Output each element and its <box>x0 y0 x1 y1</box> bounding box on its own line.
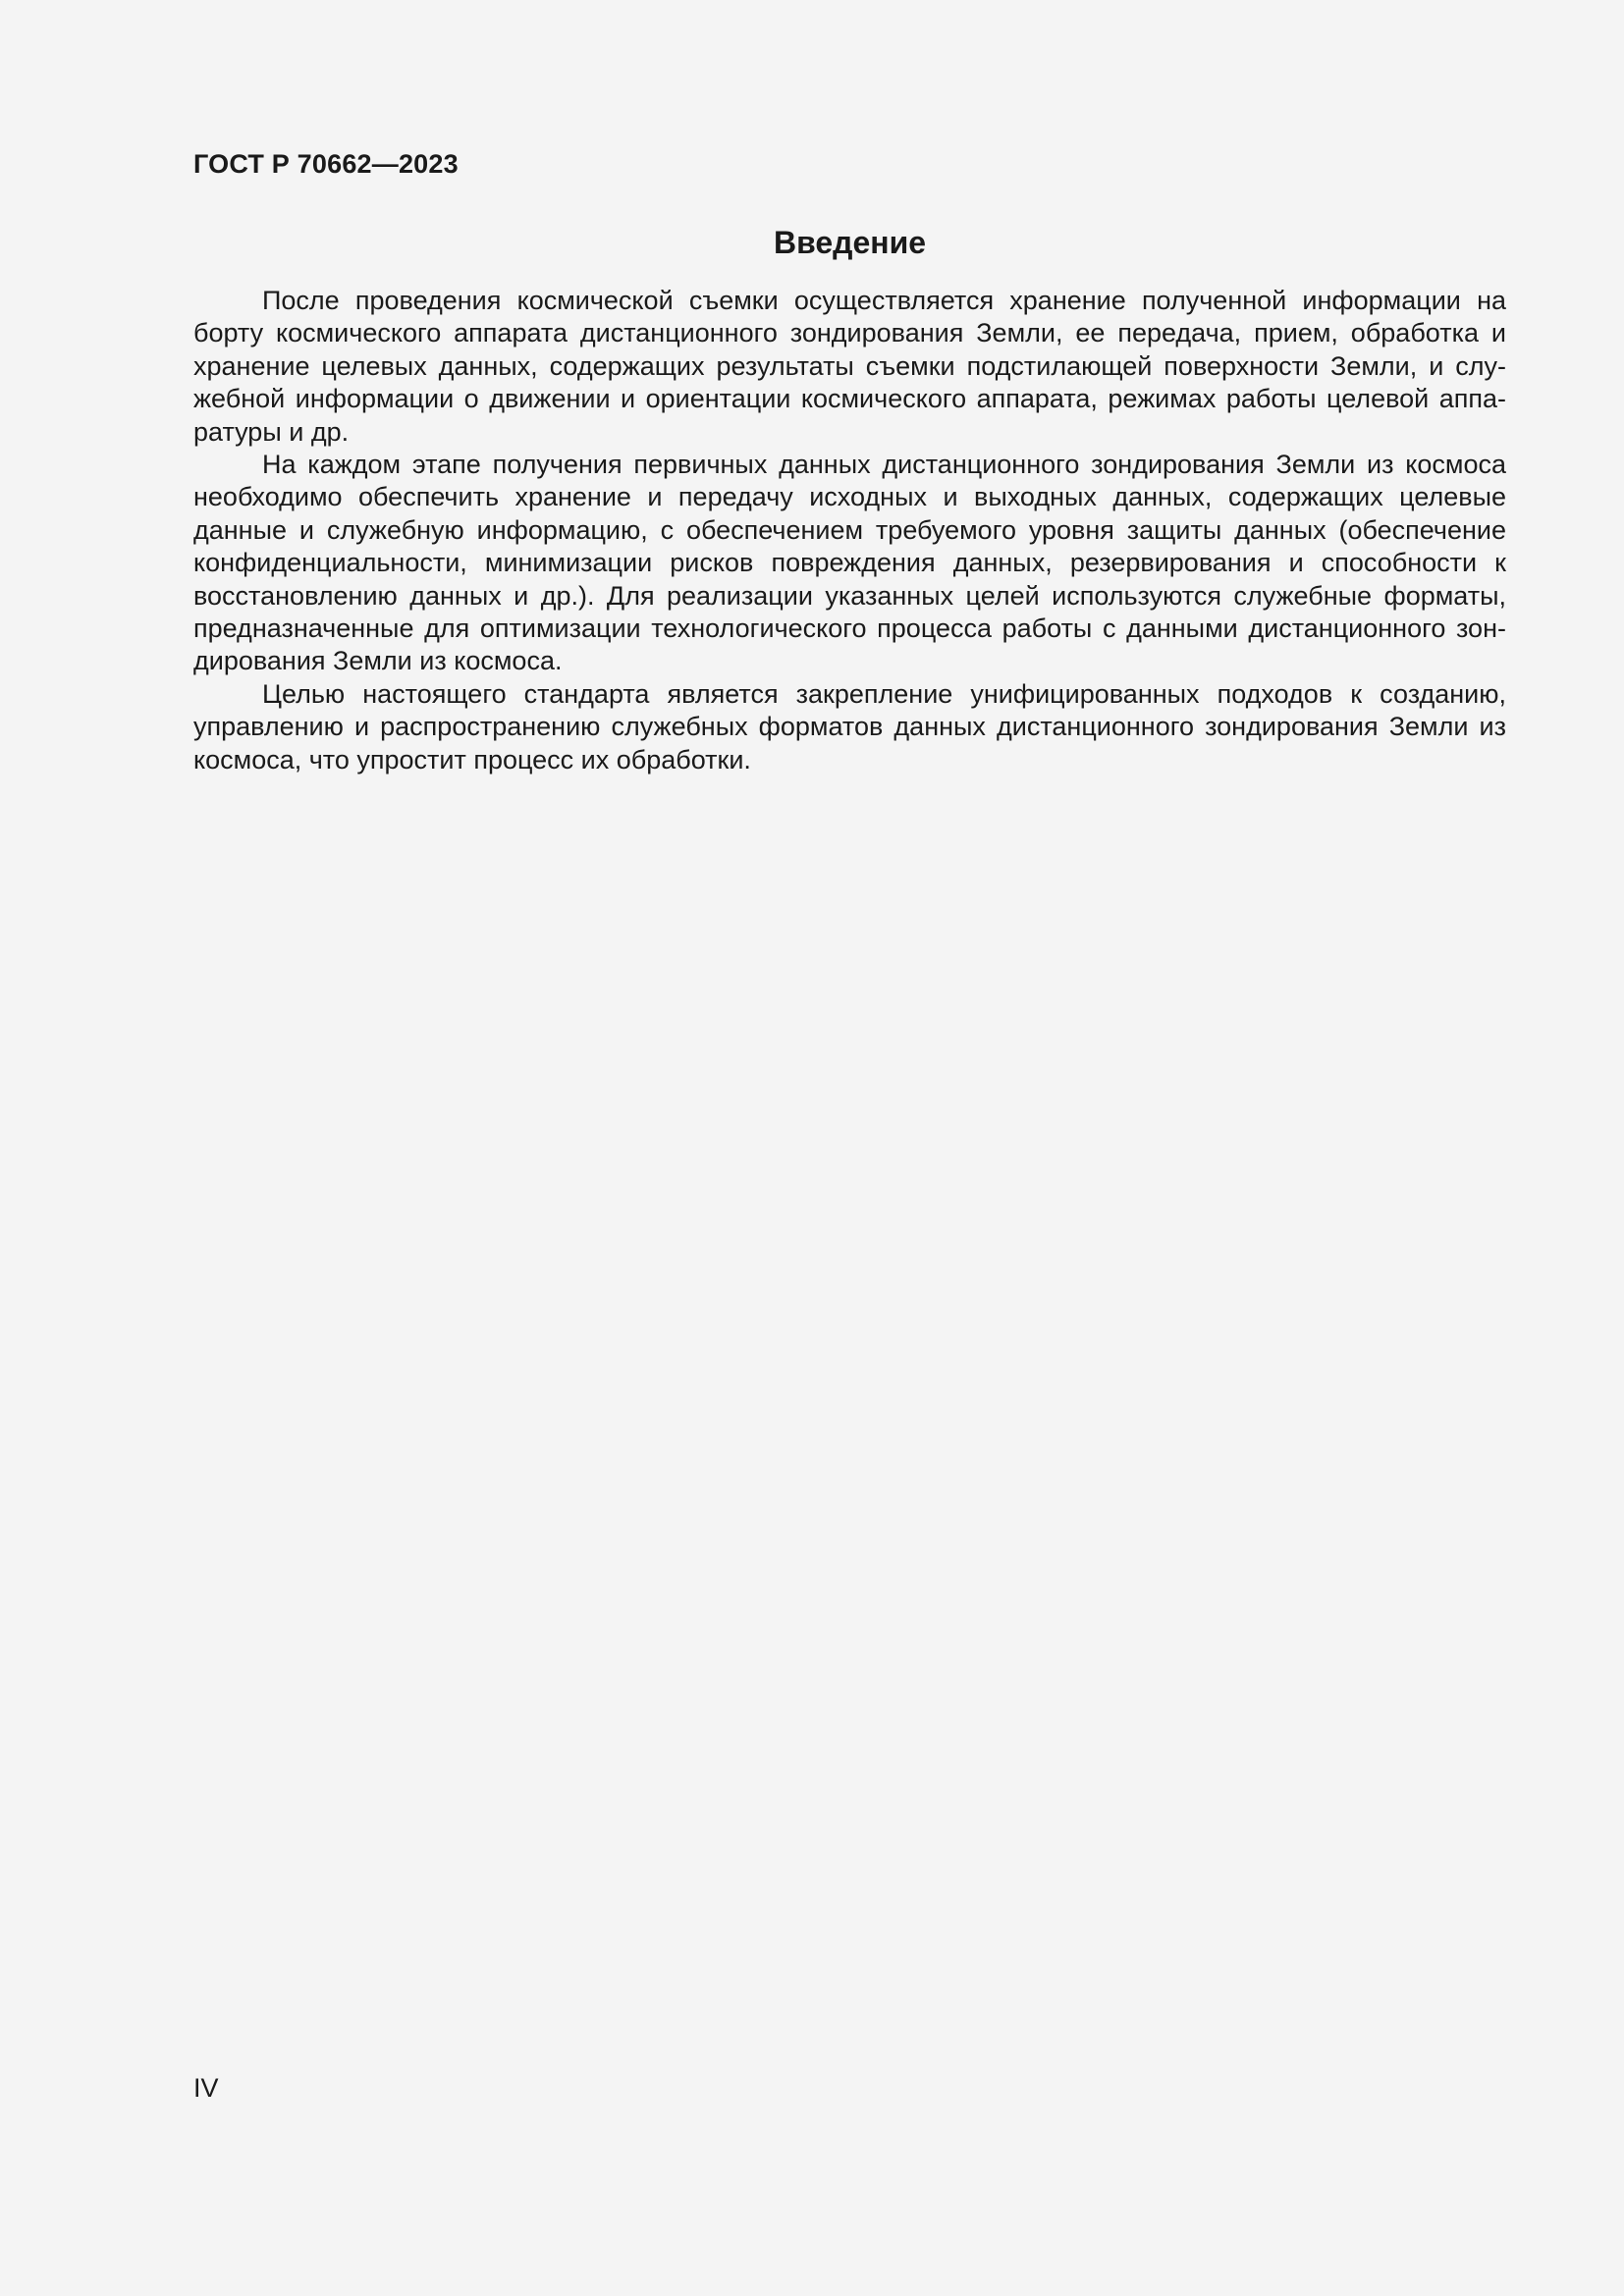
paragraph: Целью настоящего стандарта является закрепление унифицированных подходов к созданию, управлению и распространению служебных форматов данных дистанционного зондирования Земли из космоса, что упростит процесс их обработки. <box>193 678 1506 774</box>
page-number: IV <box>193 2073 219 2103</box>
paragraph: На каждом этапе получения первичных данных дистанционного зондирования Земли из космоса необходимо обеспечить хранение и передачу исходных и выходных данных, содержащих целевые данные и служебную информацию, с обеспечением требуемого уровня защиты данных (обеспечение конфиденциальности, минимизации рисков повреждения данных, резервирования и способности к восстановлению данных и др.). Для реализации указанных целей используются служебные форматы, предназначенные для оптимизации технологического процесса работы с данными дистанционного зондирования Земли из космоса. <box>193 450 1506 676</box>
paragraph: После проведения космической съемки осуществляется хранение полученной информации на борту космического аппарата дистанционного зондирования Земли, ее передача, прием, обработка и хранение целевых данных, содержащих результаты съемки подстилающей поверхности Земли, и служебной информации о движении и ориентации космического аппарата, режимах работы целевой аппаратуры и др. <box>193 286 1506 447</box>
introduction-body <box>193 285 1506 776</box>
section-title: Введение <box>773 225 927 260</box>
document-code: ГОСТ Р 70662—2023 <box>193 149 459 179</box>
